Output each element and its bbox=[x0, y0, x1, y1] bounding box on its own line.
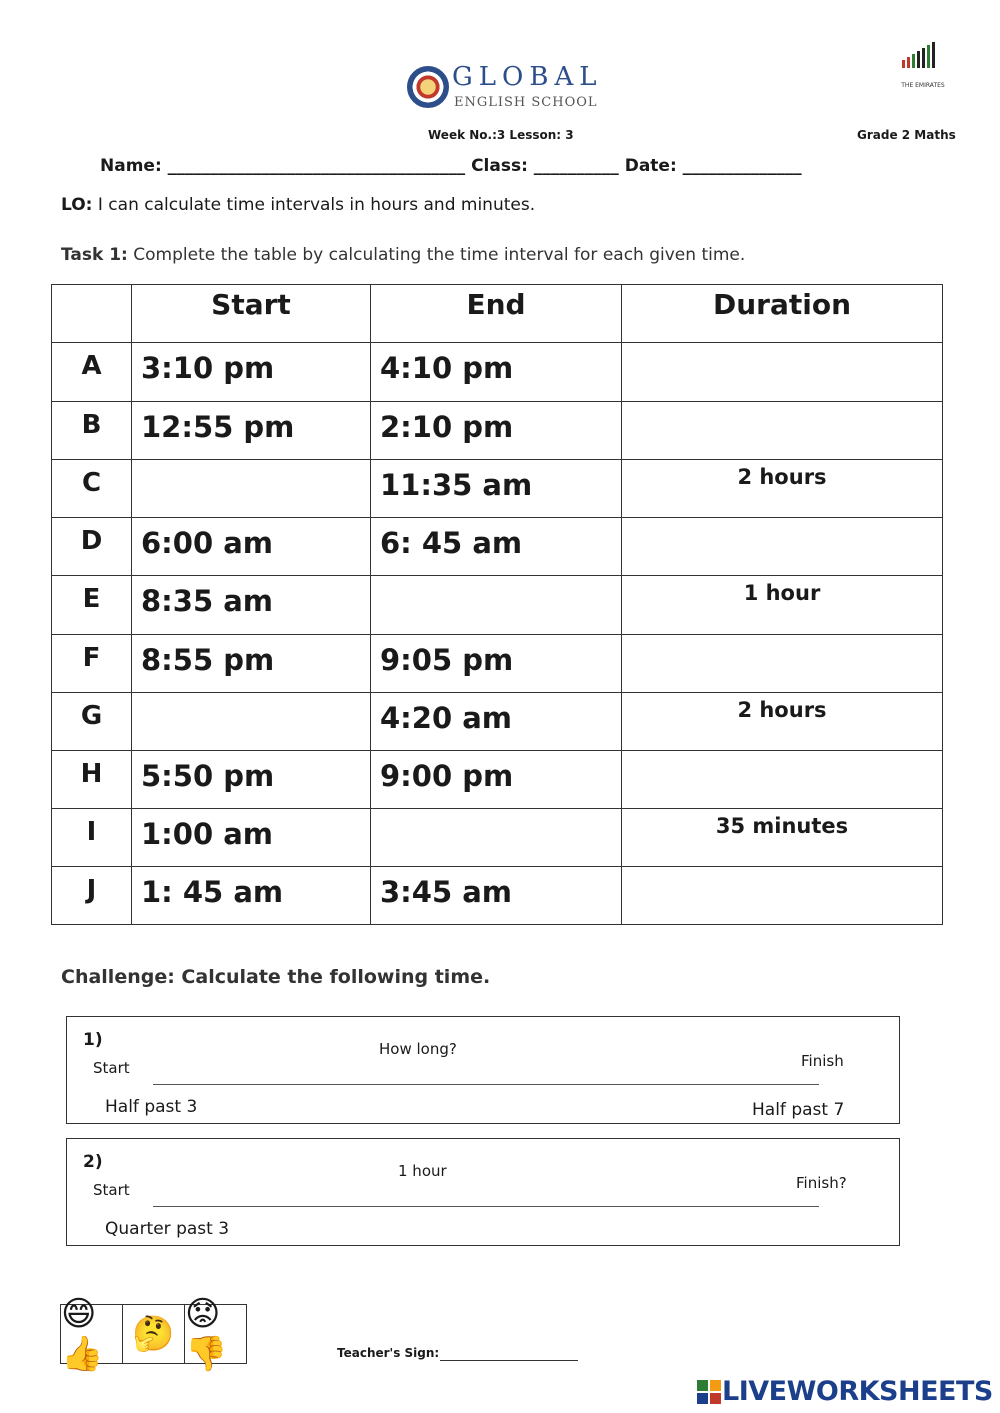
table-row bbox=[52, 809, 943, 867]
row-label: D bbox=[52, 518, 132, 576]
end-cell[interactable] bbox=[371, 809, 622, 867]
liveworksheets-watermark: LIVEWORKSHEETS bbox=[722, 1376, 993, 1407]
end-cell[interactable]: 4:20 am bbox=[371, 693, 622, 751]
table-row bbox=[52, 693, 943, 751]
start-cell[interactable] bbox=[132, 693, 371, 751]
end-cell[interactable]: 6: 45 am bbox=[371, 518, 622, 576]
duration-cell[interactable] bbox=[622, 751, 943, 809]
start-value: Quarter past 3 bbox=[105, 1219, 230, 1239]
row-label: I bbox=[52, 809, 132, 867]
duration-cell[interactable] bbox=[622, 867, 943, 925]
question-number: 1) bbox=[83, 1030, 103, 1050]
header-blank bbox=[52, 285, 132, 343]
end-cell[interactable]: 2:10 pm bbox=[371, 402, 622, 460]
lo-text: I can calculate time intervals in hours and minutes. bbox=[92, 195, 536, 215]
duration-cell[interactable] bbox=[622, 343, 943, 402]
duration-cell[interactable]: 35 minutes bbox=[622, 809, 943, 867]
liveworksheets-logo-icon bbox=[697, 1380, 721, 1404]
challenge-box-1 bbox=[66, 1016, 900, 1124]
row-label: F bbox=[52, 635, 132, 693]
challenge-title: Challenge: Calculate the following time. bbox=[61, 966, 491, 988]
duration-cell[interactable] bbox=[622, 402, 943, 460]
duration-cell[interactable]: 1 hour bbox=[622, 576, 943, 635]
question-number: 2) bbox=[83, 1152, 103, 1172]
start-cell[interactable]: 1:00 am bbox=[132, 809, 371, 867]
start-cell[interactable]: 1: 45 am bbox=[132, 867, 371, 925]
start-cell[interactable]: 12:55 pm bbox=[132, 402, 371, 460]
uae-logo-text: THE EMIRATES bbox=[901, 82, 945, 89]
row-label: C bbox=[52, 460, 132, 518]
duration-cell[interactable]: 2 hours bbox=[622, 460, 943, 518]
timeline bbox=[153, 1084, 819, 1085]
duration-cell[interactable] bbox=[622, 635, 943, 693]
row-label: E bbox=[52, 576, 132, 635]
table-row bbox=[52, 867, 943, 925]
teacher-sign-label: Teacher's Sign: bbox=[337, 1346, 440, 1360]
happy-thumbs-up-icon[interactable]: 😄👍 bbox=[61, 1305, 123, 1363]
middle-label: 1 hour bbox=[398, 1162, 447, 1180]
table-row bbox=[52, 460, 943, 518]
finish-value[interactable]: Half past 7 bbox=[752, 1100, 845, 1120]
thinking-face-icon[interactable]: 🤔 bbox=[123, 1305, 185, 1363]
finish-label: Finish? bbox=[796, 1174, 847, 1192]
header-start: Start bbox=[132, 285, 371, 343]
row-label: J bbox=[52, 867, 132, 925]
end-cell[interactable]: 9:00 pm bbox=[371, 751, 622, 809]
challenge-box-2 bbox=[66, 1138, 900, 1246]
table-row bbox=[52, 343, 943, 402]
table-row bbox=[52, 576, 943, 635]
start-cell[interactable]: 8:35 am bbox=[132, 576, 371, 635]
learning-objective bbox=[61, 195, 535, 215]
table-row bbox=[52, 402, 943, 460]
duration-cell[interactable]: 2 hours bbox=[622, 693, 943, 751]
start-cell[interactable] bbox=[132, 460, 371, 518]
start-label: Start bbox=[93, 1181, 130, 1199]
lo-label: LO: bbox=[61, 195, 93, 215]
start-cell[interactable]: 5:50 pm bbox=[132, 751, 371, 809]
week-lesson: Week No.:3 Lesson: 3 bbox=[428, 128, 574, 142]
school-seal-icon bbox=[407, 66, 449, 108]
table-row bbox=[52, 751, 943, 809]
sad-thumbs-down-icon[interactable]: 😟👎 bbox=[185, 1294, 228, 1374]
start-value: Half past 3 bbox=[105, 1097, 198, 1117]
row-label: A bbox=[52, 343, 132, 402]
table-row bbox=[52, 518, 943, 576]
self-assessment-emojis bbox=[60, 1294, 247, 1374]
end-cell[interactable]: 11:35 am bbox=[371, 460, 622, 518]
end-cell[interactable]: 3:45 am bbox=[371, 867, 622, 925]
row-label: B bbox=[52, 402, 132, 460]
task-text: Complete the table by calculating the time interval for each given time. bbox=[127, 245, 746, 265]
start-label: Start bbox=[93, 1059, 130, 1077]
row-label: G bbox=[52, 693, 132, 751]
start-cell[interactable]: 3:10 pm bbox=[132, 343, 371, 402]
signature-line bbox=[440, 1360, 578, 1361]
task-instruction bbox=[61, 245, 745, 265]
end-cell[interactable] bbox=[371, 576, 622, 635]
header-end: End bbox=[371, 285, 622, 343]
end-cell[interactable]: 9:05 pm bbox=[371, 635, 622, 693]
student-info-line: Name: ___________________________________ Class: __________ Date: ______________ bbox=[100, 156, 802, 176]
middle-label: How long? bbox=[379, 1040, 457, 1058]
timeline bbox=[153, 1206, 819, 1207]
table-header-row bbox=[52, 285, 943, 343]
start-cell[interactable]: 8:55 pm bbox=[132, 635, 371, 693]
header-duration: Duration bbox=[622, 285, 943, 343]
duration-cell[interactable] bbox=[622, 518, 943, 576]
start-cell[interactable]: 6:00 am bbox=[132, 518, 371, 576]
grade-label: Grade 2 Maths bbox=[857, 128, 956, 142]
school-name: GLOBAL bbox=[452, 62, 603, 92]
row-label: H bbox=[52, 751, 132, 809]
task-label: Task 1: bbox=[61, 245, 128, 265]
table-row bbox=[52, 635, 943, 693]
school-subtitle: ENGLISH SCHOOL bbox=[454, 95, 598, 110]
end-cell[interactable]: 4:10 pm bbox=[371, 343, 622, 402]
finish-label: Finish bbox=[801, 1052, 844, 1070]
uae-emblem-icon bbox=[900, 40, 944, 72]
time-interval-table bbox=[51, 284, 943, 925]
